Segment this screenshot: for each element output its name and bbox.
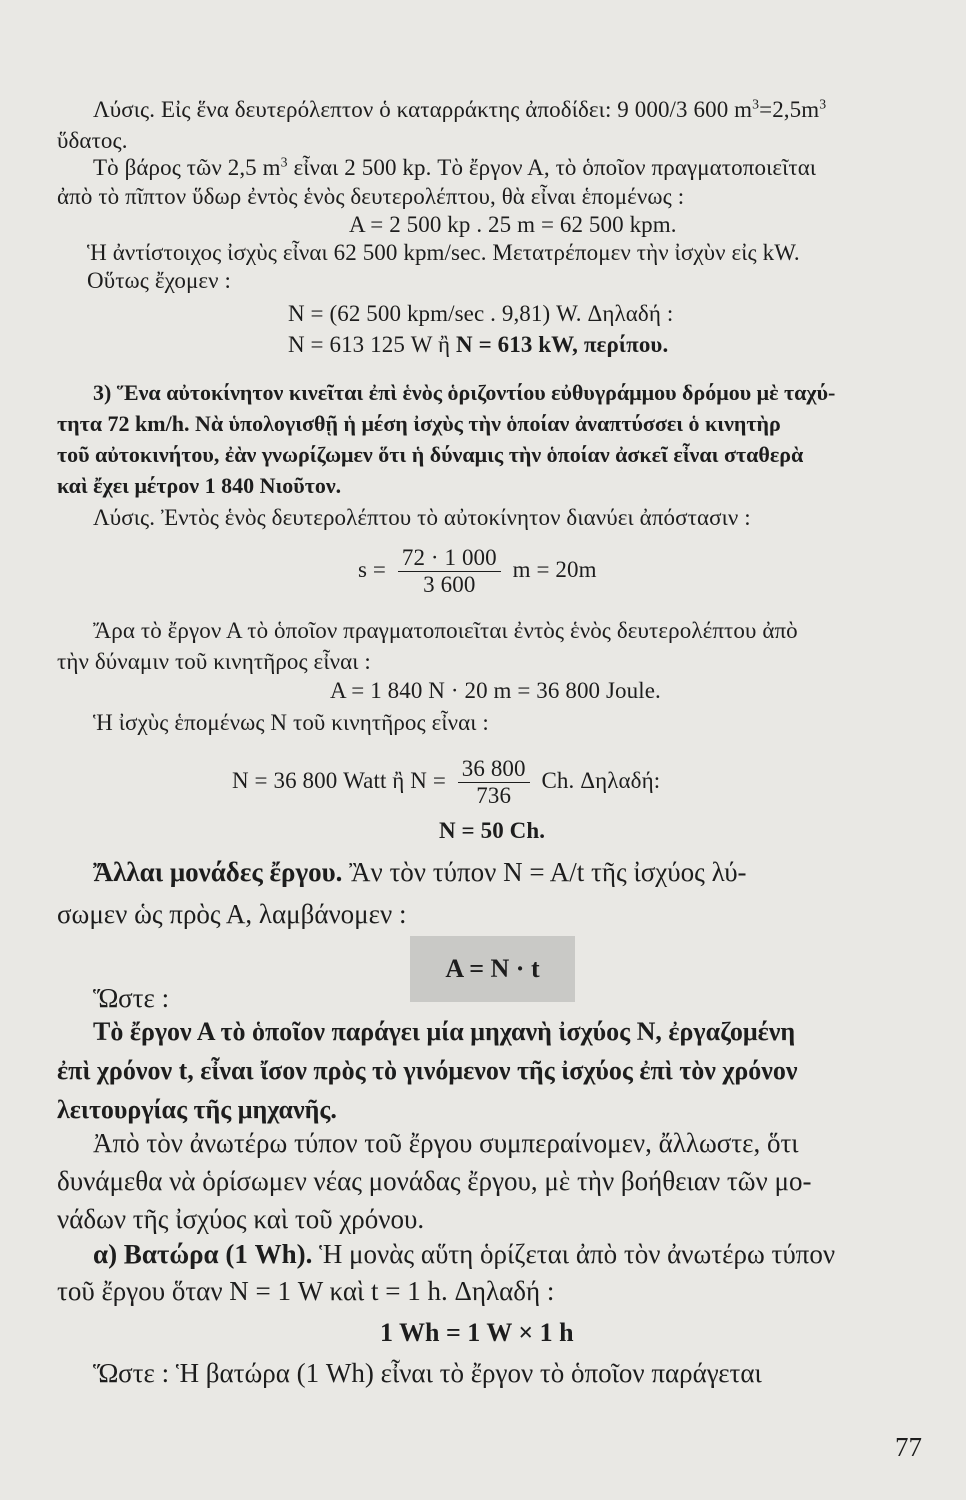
section-line: Ἄλλαι μονάδες ἔργου. Ἂν τὸν τύπον Ν = Α/t τῆς ἰσχύος λύ- bbox=[93, 857, 747, 887]
equation: Ν = 613 125 W ἢ Ν = 613 kW, περίπου. bbox=[288, 332, 669, 357]
text-line: Ἀπὸ τὸν ἀνωτέρω τύπον τοῦ ἔργου συμπεραίνομεν, ἄλλωστε, ὅτι bbox=[93, 1128, 799, 1158]
rule-text: λειτουργίας τῆς μηχανῆς. bbox=[57, 1095, 337, 1124]
equation: Ν = 50 Ch. bbox=[439, 818, 546, 843]
text-line: τὴν δύναμιν τοῦ κινητῆρος εἶναι : bbox=[57, 649, 371, 674]
text-line: Τὸ βάρος τῶν 2,5 $m^3$ εἶναι 2 500 kp. Τὸ ἔργον Α, τὸ ὁποῖον πραγματοποιεῖται bbox=[93, 154, 817, 180]
page-number: 77 bbox=[895, 1432, 922, 1462]
text-line: Λύσις. Εἰς ἕνα δευτερόλεπτον ὁ καταρράκτης ἀποδίδει: 9 000/3 600 $m^3=2,5m^3$ bbox=[93, 96, 827, 122]
text-line: Ὥστε : Ἡ βατώρα (1 Wh) εἶναι τὸ ἔργον τὸ ὁποῖον παράγεται bbox=[93, 1358, 762, 1388]
equation: Ν = (62 500 kpm/sec . 9,81) W. Δηλαδή : bbox=[288, 301, 674, 326]
text-line: ἀπὸ τὸ πῖπτον ὕδωρ ἐντὸς ἑνὸς δευτερολέπτου, θὰ εἶναι ἑπομένως : bbox=[57, 184, 685, 209]
text-line: δυνάμεθα νὰ ὁρίσωμεν νέας μονάδας ἔργου, μὲ τὴν βοήθειαν τῶν μο- bbox=[57, 1166, 812, 1196]
exercise-text: καὶ ἔχει μέτρον 1 840 Νιοῦτον. bbox=[57, 473, 342, 498]
text-line: Ὥστε : bbox=[93, 983, 170, 1013]
exercise-text: 3) Ἕνα αὐτοκίνητον κινεῖται ἐπὶ ἑνὸς ὁριζοντίου εὐθυγράμμου δρόμου μὲ ταχύ- bbox=[93, 380, 836, 405]
text-line: τοῦ ἔργου ὅταν Ν = 1 W καὶ t = 1 h. Δηλαδή : bbox=[57, 1276, 555, 1306]
text-line: Ἄρα τὸ ἔργον Α τὸ ὁποῖον πραγματοποιεῖται ἐντὸς ἑνὸς δευτερολέπτου ἀπὸ bbox=[93, 618, 798, 643]
equation: Ν = 36 800 Watt ἢ Ν = $\frac{36 800}{736}$ Ch. Δηλαδή: bbox=[232, 756, 661, 808]
equation: s = $\frac{72 \cdot 1 000}{3 600}$ m = 20m bbox=[358, 545, 597, 597]
text-line: ὕδατος. bbox=[57, 128, 128, 153]
text-line: Ἡ ἀντίστοιχος ἰσχὺς εἶναι 62 500 kpm/sec. Μετατρέπομεν τὴν ἰσχὺν εἰς kW. bbox=[87, 240, 800, 265]
fraction: $\frac{72 \cdot 1 000}{3 600}$ bbox=[398, 545, 501, 598]
rule-text: Τὸ ἔργον Α τὸ ὁποῖον παράγει μία μηχανὴ ἰσχύος Ν, ἐργαζομένη bbox=[93, 1017, 796, 1046]
exercise-text: τοῦ αὐτοκινήτου, ἐὰν γνωρίζωμεν ὅτι ἡ δύναμις τὴν ὁποίαν ἀσκεῖ εἶναι σταθερὰ bbox=[57, 442, 804, 467]
rule-text: ἐπὶ χρόνον t, εἶναι ἴσον πρὸς τὸ γινόμενον τῆς ἰσχύος ἐπὶ τὸν χρόνον bbox=[57, 1056, 798, 1085]
text-line: α) Βατώρα (1 Wh). Ἡ μονὰς αὕτη ὁρίζεται ἀπὸ τὸν ἀνωτέρω τύπον bbox=[93, 1239, 836, 1269]
formula-box: Α = Ν · t bbox=[410, 936, 575, 1002]
equation: Α = 2 500 kp . 25 m = 62 500 kpm. bbox=[349, 212, 677, 237]
fraction: $\frac{36 800}{736}$ bbox=[458, 756, 530, 809]
text-line: νάδων τῆς ἰσχύος καὶ τοῦ χρόνου. bbox=[57, 1204, 425, 1234]
text-line: Ἡ ἰσχὺς ἑπομένως Ν τοῦ κινητῆρος εἶναι : bbox=[93, 710, 489, 735]
text-line: σωμεν ὡς πρὸς Α, λαμβάνομεν : bbox=[57, 899, 407, 929]
equation: 1 Wh = 1 W × 1 h bbox=[380, 1318, 574, 1347]
exercise-text: τητα 72 km/h. Νὰ ὑπολογισθῇ ἡ μέση ἰσχὺς τὴν ὁποίαν ἀναπτύσσει ὁ κινητὴρ bbox=[57, 411, 781, 436]
text-line: Λύσις. Ἐντὸς ἑνὸς δευτερολέπτου τὸ αὐτοκίνητον διανύει ἀπόστασιν : bbox=[93, 505, 751, 530]
text-line: Οὕτως ἔχομεν : bbox=[87, 268, 232, 293]
equation: Α = 1 840 Ν · 20 m = 36 800 Joule. bbox=[330, 678, 661, 703]
